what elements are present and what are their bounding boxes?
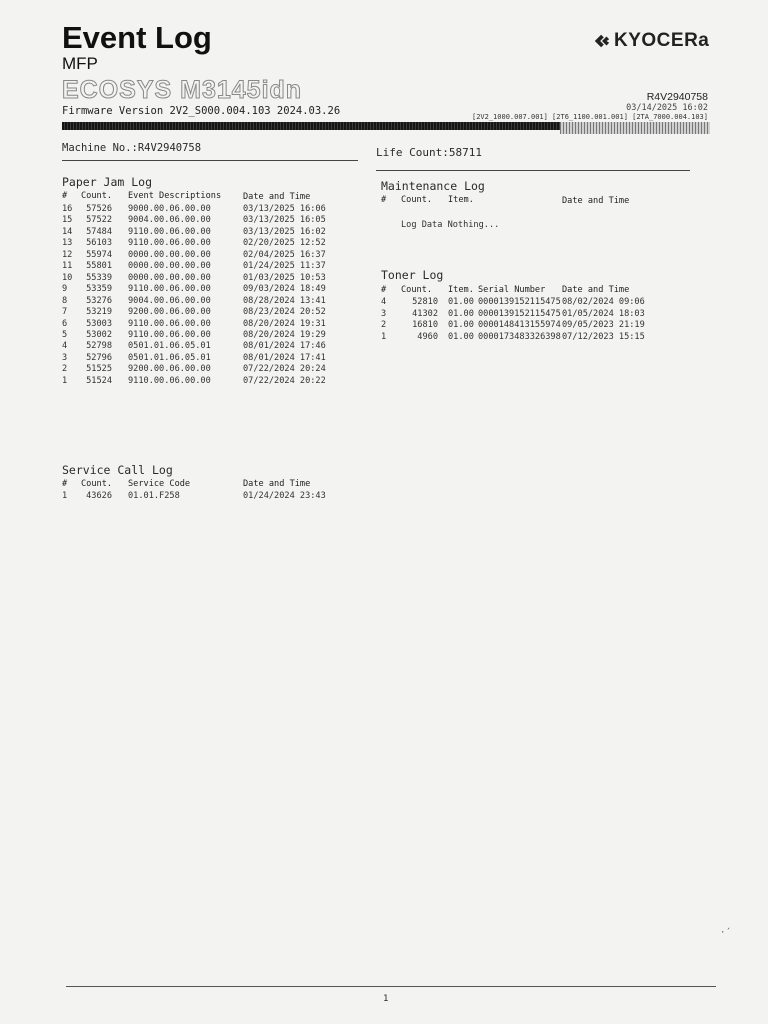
row-count: 53359 [86,284,112,295]
row-event: 9200.00.06.00.00 [128,364,211,375]
row-datetime: 08/20/2024 19:31 [243,318,326,329]
row-serial: 0000173483326398 [478,331,561,342]
row-number: 5 [62,329,68,340]
row-event: 0000.00.00.00.00 [128,249,211,260]
tn-col-datetime: Date and Time [562,285,630,295]
row-event: 0501.01.06.05.01 [128,352,211,363]
row-count: 55339 [86,272,112,283]
row-number: 2 [62,364,68,375]
mt-col-datetime: Date and Time [562,196,630,206]
row-number: 1 [381,331,387,342]
row-datetime: 01/05/2024 18:03 [562,308,645,319]
header-bar-halftone [560,122,710,134]
row-event: 0501.01.06.05.01 [128,341,211,352]
row-datetime: 01/03/2025 10:53 [243,272,326,283]
maintenance-empty-text: Log Data Nothing... [401,220,500,230]
row-datetime: 08/01/2024 17:41 [243,352,326,363]
row-event: 9110.00.06.00.00 [128,226,211,237]
pj-col-number: # [62,191,68,201]
row-count: 51525 [86,364,112,375]
row-datetime: 08/02/2024 09:06 [562,297,645,307]
row-event: 9110.00.06.00.00 [128,284,211,295]
scan-speck: ·´ [720,928,731,938]
row-event: 9110.00.06.00.00 [128,329,211,340]
sc-col-number: # [62,479,68,489]
row-number: 1 [62,375,68,386]
row-count: 53003 [86,318,112,329]
row-number: 3 [62,352,68,363]
row-event: 9000.00.06.00.00 [128,204,211,214]
row-number: 11 [62,261,73,272]
row-datetime: 08/20/2024 19:29 [243,329,326,340]
tn-col-number: # [381,285,387,295]
row-count: 57484 [86,226,112,237]
page-subtitle: MFP [62,54,98,73]
kyocera-logo-icon [593,32,611,50]
sc-col-datetime: Date and Time [243,479,311,489]
row-serial: 0000139152115475 [478,308,561,319]
page-title: Event Log [62,20,212,55]
row-count: 53002 [86,329,112,340]
model-name: ECOSYS M3145idn [62,76,303,104]
row-count: 53219 [86,307,112,318]
row-event: 9004.00.06.00.00 [128,295,211,306]
row-serial: 0000148413155974 [478,320,561,330]
row-datetime: 08/28/2024 13:41 [243,295,326,306]
row-datetime: 07/22/2024 20:24 [243,364,326,375]
tn-col-count: Count. [401,285,433,295]
row-count: 57522 [86,215,112,226]
row-count: 4960 [417,331,438,342]
row-number: 7 [62,307,68,318]
row-item: 01.00 [448,320,474,330]
row-count: 52810 [412,297,438,307]
row-number: 6 [62,318,68,329]
serial-number: R4V2940758 [646,91,708,103]
row-datetime: 07/12/2023 15:15 [562,331,645,342]
row-number: 3 [381,308,387,319]
row-number: 4 [381,297,387,307]
tn-col-serial: Serial Number [478,285,546,295]
firmware-version: Firmware Version 2V2_S000.004.103 2024.03.26 [62,105,341,117]
toner-title: Toner Log [381,268,444,282]
row-datetime: 03/13/2025 16:05 [243,215,326,226]
print-datetime: 03/14/2025 16:02 [626,103,708,113]
mt-col-item: Item. [448,195,474,205]
row-event: 0000.00.00.00.00 [128,272,211,283]
row-code: 01.01.F258 [128,491,180,501]
row-event: 0000.00.00.00.00 [128,261,211,272]
row-event: 9110.00.06.00.00 [128,375,211,386]
row-datetime: 08/01/2024 17:46 [243,341,326,352]
machine-number: Machine No.:R4V2940758 [62,142,202,154]
row-event: 9200.00.06.00.00 [128,307,211,318]
row-number: 2 [381,320,387,330]
maintenance-title: Maintenance Log [381,179,485,193]
footer-rule [66,986,716,987]
row-count: 16810 [412,320,438,330]
row-datetime: 02/20/2025 12:52 [243,238,326,249]
row-number: 10 [62,272,73,283]
row-count: 43626 [86,491,112,501]
pj-col-count: Count. [81,191,113,201]
row-count: 41302 [412,308,438,319]
row-item: 01.00 [448,297,474,307]
row-number: 14 [62,226,73,237]
row-count: 53276 [86,295,112,306]
row-number: 1 [62,491,68,501]
pj-col-datetime: Date and Time [243,192,311,202]
row-number: 8 [62,295,68,306]
row-count: 52798 [86,341,112,352]
row-number: 13 [62,238,73,249]
page-number: 1 [383,994,389,1004]
row-count: 57526 [86,204,112,214]
life-count: Life Count:58711 [376,146,482,159]
machine-number-rule [62,160,358,161]
row-item: 01.00 [448,331,474,342]
firmware-details: [2V2_1000.007.001] [2T6_1100.001.001] [2TA_7000.004.103] [471,113,708,121]
row-event: 9110.00.06.00.00 [128,318,211,329]
row-count: 56103 [86,238,112,249]
row-item: 01.00 [448,308,474,319]
row-datetime: 03/13/2025 16:02 [243,226,326,237]
sc-col-code: Service Code [128,479,191,489]
row-number: 4 [62,341,68,352]
mt-col-count: Count. [401,195,433,205]
tn-col-item: Item. [448,285,474,295]
row-number: 16 [62,204,73,214]
row-number: 9 [62,284,68,295]
row-event: 9110.00.06.00.00 [128,238,211,249]
row-count: 52796 [86,352,112,363]
pj-col-event: Event Descriptions [128,191,222,201]
row-event: 9004.00.06.00.00 [128,215,211,226]
row-datetime: 01/24/2025 11:37 [243,261,326,272]
mt-col-number: # [381,195,387,205]
row-datetime: 03/13/2025 16:06 [243,204,326,214]
service-call-title: Service Call Log [62,463,173,477]
row-datetime: 02/04/2025 16:37 [243,249,326,260]
row-datetime: 09/03/2024 18:49 [243,284,326,295]
row-number: 15 [62,215,73,226]
row-datetime: 01/24/2024 23:43 [243,491,326,501]
kyocera-logo [593,30,709,52]
sc-col-count: Count. [81,479,113,489]
row-count: 55974 [86,249,112,260]
life-count-rule [376,170,690,171]
row-count: 51524 [86,375,112,386]
row-datetime: 08/23/2024 20:52 [243,307,326,318]
row-count: 55801 [86,261,112,272]
brand-name: KYOCERa [614,30,710,51]
row-datetime: 09/05/2023 21:19 [562,320,645,330]
row-number: 12 [62,249,73,260]
row-datetime: 07/22/2024 20:22 [243,375,326,386]
paper-jam-title: Paper Jam Log [62,175,153,189]
row-serial: 0000139152115475 [478,297,561,307]
